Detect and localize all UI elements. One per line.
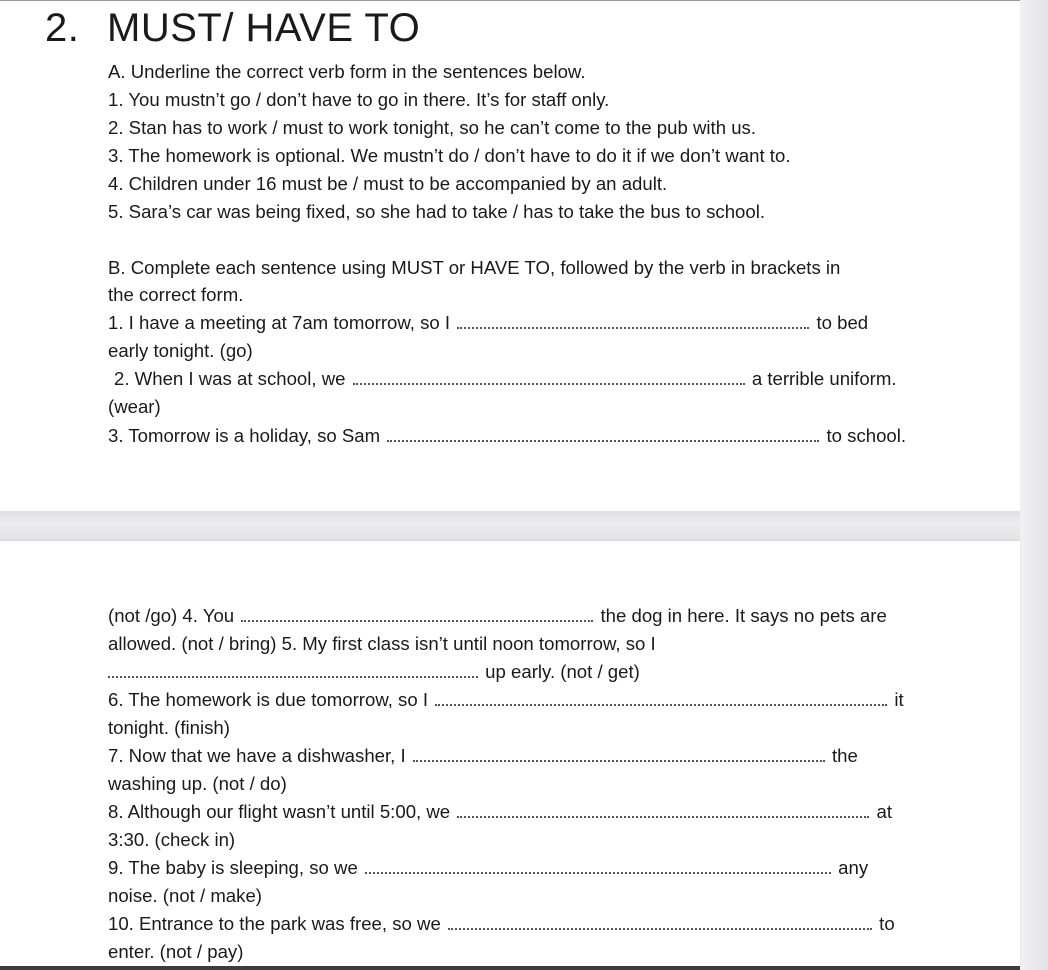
- answer-blank-1[interactable]: [457, 313, 809, 329]
- question-7-text-after: the: [832, 745, 858, 766]
- section-a-item-2: 2. Stan has to work / must to work tonight, so he can’t come to the pub with us.: [108, 117, 757, 138]
- section-a-instruction: A. Underline the correct verb form in the sentences below.: [108, 61, 586, 82]
- question-8-text-before: 8. Although our flight wasn’t until 5:00, we: [108, 801, 451, 822]
- section-a-item-5: 5. Sara’s car was being fixed, so she had to take / has to take the bus to school.: [108, 201, 766, 222]
- answer-blank-10[interactable]: [448, 914, 872, 930]
- question-8: [108, 800, 892, 824]
- answer-blank-6[interactable]: [435, 690, 887, 706]
- section-b-question-2: [114, 367, 897, 391]
- section-a-item-4: 4. Children under 16 must be / must to be accompanied by an adult.: [108, 173, 668, 194]
- question-4-text-before: (not /go) 4. You: [108, 605, 235, 626]
- title-text: MUST/ HAVE TO: [107, 6, 421, 50]
- question-9-cont: noise. (not / make): [108, 885, 262, 906]
- question-2-text-after: a terrible uniform.: [751, 368, 897, 389]
- answer-blank-4[interactable]: [241, 606, 593, 622]
- section-b-question-1: [108, 311, 868, 335]
- question-7-cont: washing up. (not / do): [108, 773, 287, 794]
- question-6-text-after: it: [894, 689, 904, 710]
- section-a-item-1: 1. You mustn’t go / don’t have to go in there. It’s for staff only.: [108, 89, 610, 110]
- page-two-line-1: [108, 604, 887, 628]
- question-5-text-after: up early. (not / get): [485, 661, 640, 682]
- page-gap: [0, 510, 1020, 541]
- page-two-line-3: [108, 660, 640, 684]
- question-1-text-before: 1. I have a meeting at 7am tomorrow, so I: [108, 312, 451, 333]
- question-9-text-after: any: [838, 857, 869, 878]
- section-b-question-2-cont: (wear): [108, 396, 161, 417]
- answer-blank-2[interactable]: [353, 369, 745, 385]
- question-6-text-before: 6. The homework is due tomorrow, so I: [108, 689, 429, 710]
- question-4-text-after: the dog in here. It says no pets are: [600, 605, 887, 626]
- question-8-text-after: at: [876, 801, 892, 822]
- question-6-cont: tonight. (finish): [108, 717, 230, 738]
- answer-blank-9[interactable]: [365, 858, 831, 874]
- question-10: [108, 912, 895, 936]
- question-9-text-before: 9. The baby is sleeping, so we: [108, 857, 358, 878]
- title-number: 2.: [45, 6, 80, 50]
- question-7: [108, 744, 858, 768]
- question-3-text-before: 3. Tomorrow is a holiday, so Sam: [108, 425, 381, 446]
- question-10-text-before: 10. Entrance to the park was free, so we: [108, 913, 441, 934]
- page-title: [45, 5, 420, 51]
- question-7-text-before: 7. Now that we have a dishwasher, I: [108, 745, 406, 766]
- question-9: [108, 856, 868, 880]
- bottom-border: [0, 966, 1020, 970]
- question-1-text-after: to bed: [816, 312, 869, 333]
- answer-blank-8[interactable]: [457, 802, 869, 818]
- section-b-question-1-cont: early tonight. (go): [108, 340, 253, 361]
- section-a-item-3: 3. The homework is optional. We mustn’t do / don’t have to do it if we don’t want to.: [108, 145, 791, 166]
- question-2-text-before: 2. When I was at school, we: [114, 368, 346, 389]
- section-b-instruction-line-2: the correct form.: [108, 284, 244, 305]
- section-b-question-3: [108, 424, 906, 448]
- question-10-text-after: to: [879, 913, 895, 934]
- question-3-text-after: to school.: [826, 425, 907, 446]
- worksheet-page-two: [0, 541, 1020, 970]
- page-right-edge: [1020, 0, 1048, 970]
- answer-blank-5[interactable]: [108, 662, 478, 678]
- answer-blank-7[interactable]: [413, 746, 825, 762]
- question-10-cont: enter. (not / pay): [108, 941, 244, 962]
- question-8-cont: 3:30. (check in): [108, 829, 236, 850]
- answer-blank-3[interactable]: [387, 426, 819, 442]
- section-b-instruction-line-1: B. Complete each sentence using MUST or HAVE TO, followed by the verb in brackets in: [108, 257, 841, 278]
- page-two-line-2: allowed. (not / bring) 5. My first class isn’t until noon tomorrow, so I: [108, 633, 656, 654]
- question-6: [108, 688, 904, 712]
